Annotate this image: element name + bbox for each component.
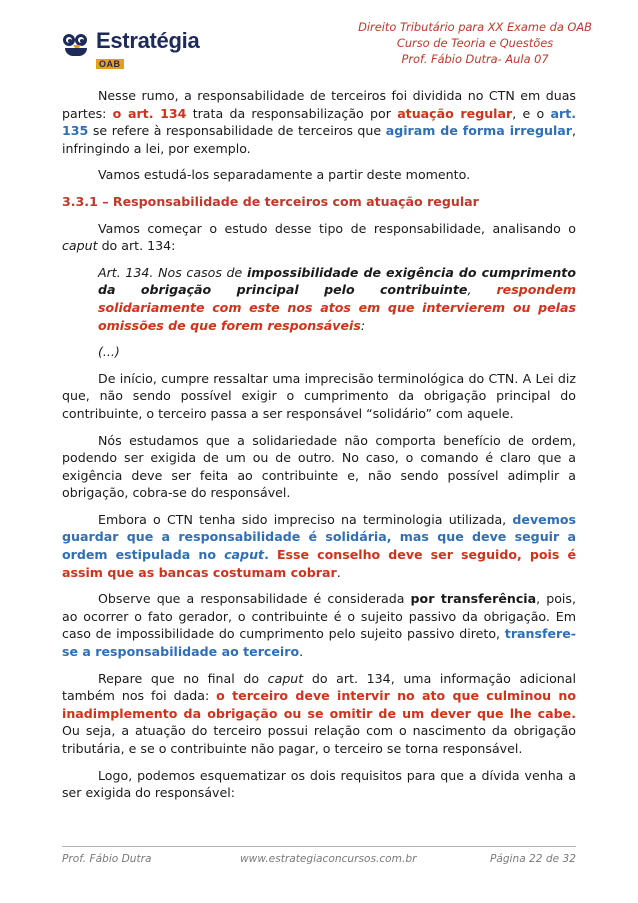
paragraph-5: Nós estudamos que a solidariedade não comporta benefício de ordem, podendo ser exigida de um ou de outro. No caso, o comando é claro que a exigência deve ser feita ao contribuinte e, não sendo possível adimplir a obrigação, cobra-se do responsável. <box>62 432 576 501</box>
section-heading: 3.3.1 – Responsabilidade de terceiros com atuação regular <box>62 193 479 209</box>
page-number: Página 22 de 32 <box>489 853 576 865</box>
paragraph-3: Vamos começar o estudo desse tipo de responsabilidade, analisando o caput do art. 134: <box>62 220 576 254</box>
course-title: Direito Tributário para XX Exame da OAB <box>358 20 592 34</box>
course-info <box>358 19 592 67</box>
page-header <box>0 0 638 78</box>
paragraph-6: Embora o CTN tenha sido impreciso na terminologia utilizada, devemos guardar que a responsabilidade é solidária, mas que deve seguir a ordem estipulada no caput. Esse conselho deve ser seguido, pois é assim que as bancas costumam cobrar. <box>62 511 576 580</box>
paragraph-2: Vamos estudá-los separadamente a partir deste momento. <box>98 167 471 183</box>
paragraph-7: Observe que a responsabilidade é considerada por transferência, pois, ao ocorrer o fato gerador, o contribuinte é o sujeito passivo da obrigação. Em caso de impossibilidade do cumprimento pelo sujeito passivo direto, transfere-se a responsabilidade ao terceiro. <box>62 591 576 660</box>
owl-icon <box>62 30 92 56</box>
paragraph-4: De início, cumpre ressaltar uma imprecisão terminológica do CTN. A Lei diz que, não sendo possível exigir o cumprimento da obrigação principal do contribuinte, o terceiro passa a ser responsável “solidário” com aquele. <box>62 370 576 421</box>
paragraph-1: Nesse rumo, a responsabilidade de terceiros foi dividida no CTN em duas partes: o art. 134 trata da responsabilização por atuação regular, e o art. 135 se refere à responsabilidade de terceiros que agiram de forma irregular, infringindo a lei, por exemplo. <box>62 88 576 156</box>
estrategia-logo <box>62 30 199 71</box>
footer-author: Prof. Fábio Dutra <box>62 853 152 865</box>
quote-ellipsis: (...) <box>98 344 120 360</box>
footer-divider <box>62 846 576 847</box>
page-body <box>62 87 576 802</box>
course-subtitle: Curso de Teoria e Questões <box>396 36 554 50</box>
paragraph-9: Logo, podemos esquematizar os dois requisitos para que a dívida venha a ser exigida do responsável: <box>62 767 576 801</box>
lesson-info: Prof. Fábio Dutra- Aula 07 <box>401 52 549 66</box>
paragraph-8: Repare que no final do caput do art. 134, uma informação adicional também nos foi dada: o terceiro deve intervir no ato que culminou no inadimplemento da obrigação ou se omitir de um dever que lhe cabe. Ou seja, a atuação do terceiro possui relação com o nascimento da obrigação tributária, e se o contribuinte não pagar, o terceiro se torna responsável. <box>62 670 576 756</box>
footer-site-link[interactable]: www.estrategiaconcursos.com.br <box>240 853 417 865</box>
brand-name: Estratégia <box>96 28 200 53</box>
legal-quote: Art. 134. Nos casos de impossibilidade de exigência do cumprimento da obrigação principal pelo contribuinte, respondem solidariamente com este nos atos em que intervierem ou pelas omissões de que forem responsáveis: <box>98 264 576 333</box>
brand-sub: OAB <box>96 59 124 69</box>
